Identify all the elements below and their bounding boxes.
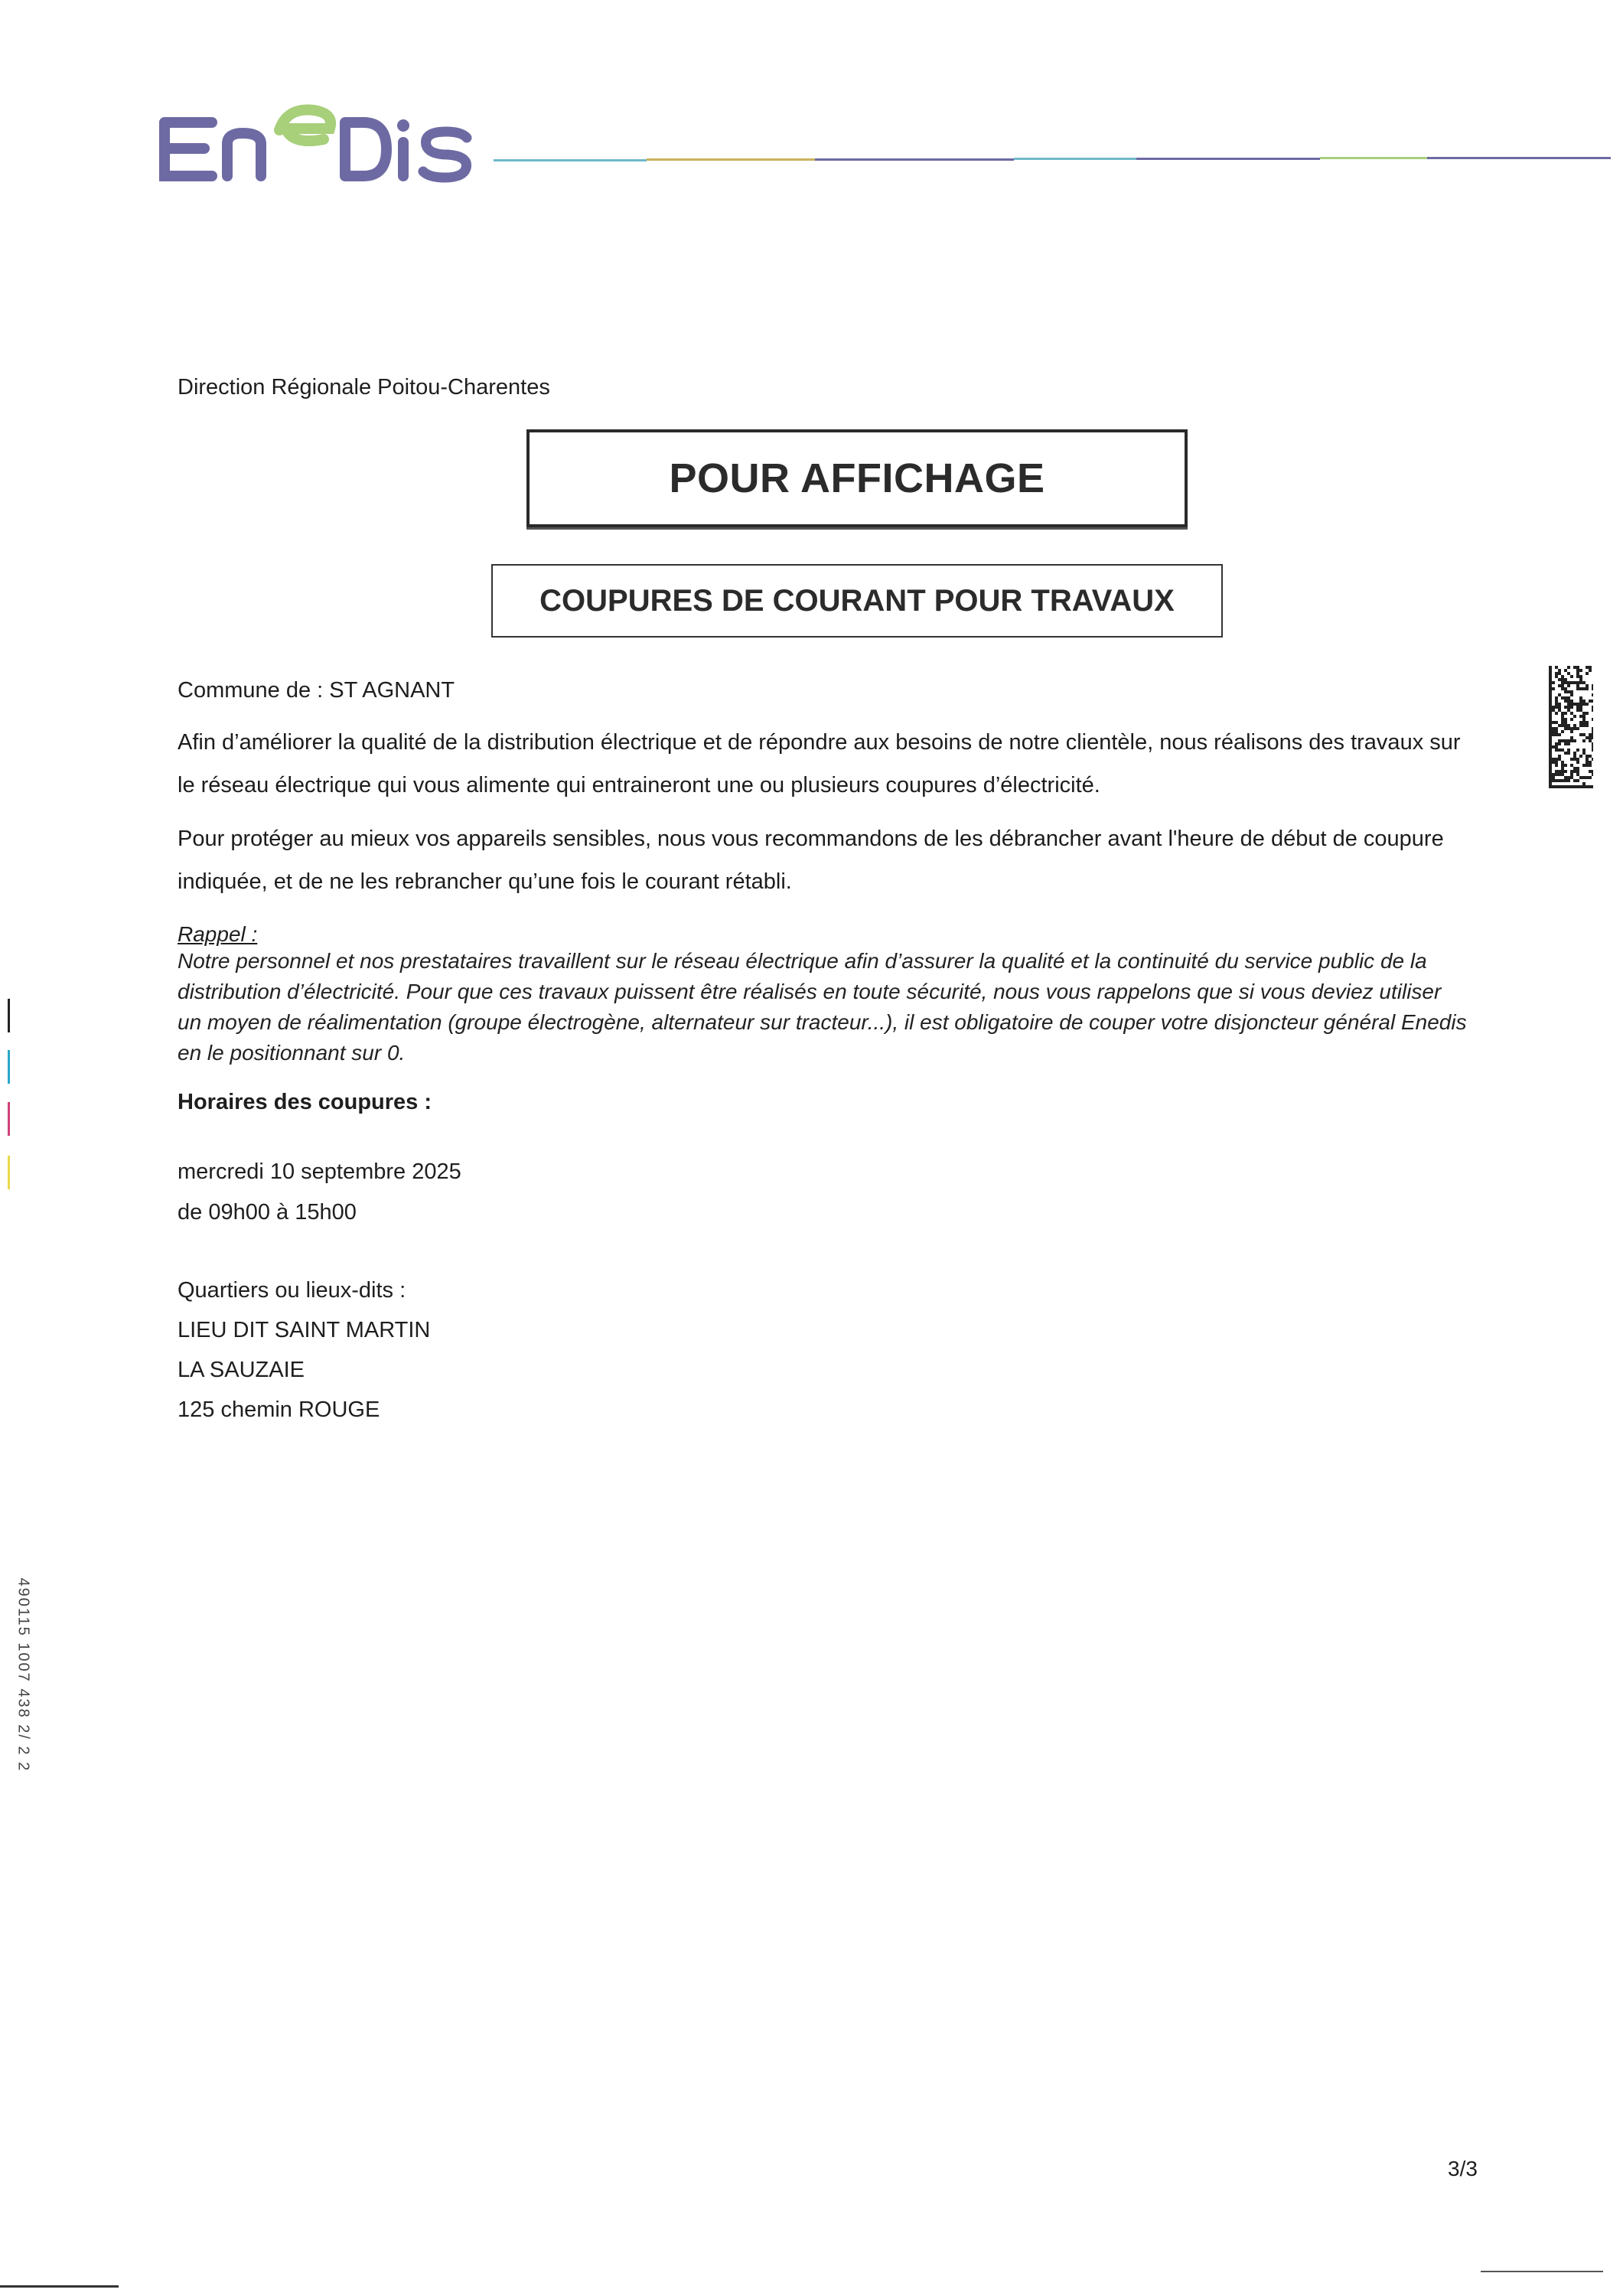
coupures-subtitle: COUPURES DE COURANT POUR TRAVAUX: [539, 583, 1175, 618]
commune-line: Commune de : ST AGNANT: [178, 678, 455, 703]
rappel-label: Rappel :: [178, 922, 258, 946]
horaires-label: Horaires des coupures :: [178, 1090, 432, 1114]
margin-mark-cyan: [8, 1050, 10, 1084]
margin-mark-yellow: [8, 1156, 10, 1189]
bottom-rule-left: [0, 2285, 119, 2288]
enedis-logo: [157, 99, 478, 184]
outage-hours: de 09h00 à 15h00: [178, 1200, 357, 1225]
outage-date: mercredi 10 septembre 2025: [178, 1159, 461, 1184]
place-item: 125 chemin ROUGE: [178, 1397, 380, 1422]
quartiers-label: Quartiers ou lieux-dits :: [178, 1278, 406, 1303]
rappel-text: Notre personnel et nos prestataires travaillent sur le réseau électrique afin d’assurer la qualité et la continuité du service public de la distribution d’électricité. Pour que ces travaux puissent être réalisés en toute sécurité, nous vous rappelons que si vous deviez utiliser un moyen de réalimentation (groupe électrogène, alternateur sur tracteur...), il est obligatoire de couper votre disjoncteur général Enedis en le positionnant sur 0.: [178, 949, 1467, 1065]
direction-regionale: Direction Régionale Poitou-Charentes: [178, 375, 550, 400]
pour-affichage-title: POUR AFFICHAGE: [669, 455, 1045, 501]
margin-mark-black: [8, 999, 10, 1032]
place-item: LA SAUZAIE: [178, 1358, 305, 1382]
intro-paragraph: Afin d’améliorer la qualité de la distribution électrique et de répondre aux besoins de notre clientèle, nous réalisons des travaux sur le réseau électrique qui vous alimente qui entraineront une ou plusieurs coupures d’électricité.: [178, 730, 1461, 797]
margin-mark-magenta: [8, 1102, 10, 1136]
protection-paragraph: Pour protéger au mieux vos appareils sensibles, nous vous recommandons de les débrancher avant l'heure de début de coupure indiquée, et de ne les rebrancher qu’une fois le courant rétabli.: [178, 827, 1444, 894]
coupures-box: [491, 564, 1223, 638]
place-item: LIEU DIT SAINT MARTIN: [178, 1318, 431, 1342]
side-reference-code: 490115 1007 438 2/ 2 2: [15, 1577, 32, 1773]
pour-affichage-box: [526, 429, 1188, 527]
logo-divider-line: [494, 153, 1611, 167]
page-number: 3/3: [1448, 2157, 1478, 2180]
datamatrix-barcode-icon: [1549, 666, 1593, 788]
bottom-rule-right: [1481, 2271, 1603, 2272]
